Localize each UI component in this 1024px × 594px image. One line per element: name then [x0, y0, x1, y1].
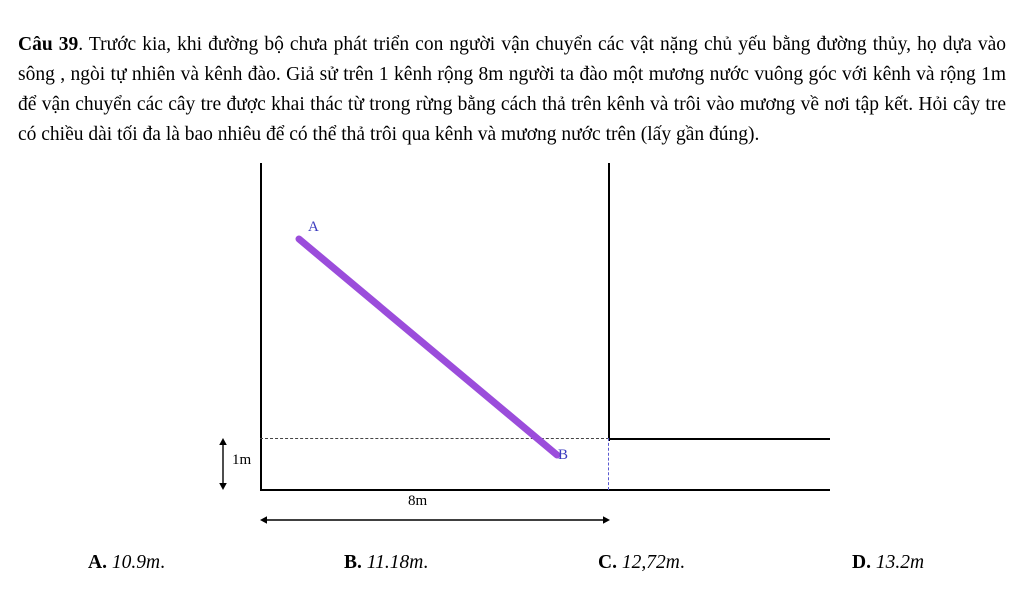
canal-bank-right-line: [608, 438, 830, 440]
answer-value-d: 13.2m: [875, 552, 925, 573]
answer-tail-c: .: [679, 552, 685, 573]
answer-value-a: 10.9m: [111, 552, 161, 573]
horizontal-dimension-arrow: [260, 513, 610, 527]
answer-tail-a: .: [160, 552, 165, 573]
answer-option-c[interactable]: [598, 552, 685, 574]
point-b-label: B: [558, 447, 569, 463]
corner-vertical-dashed-line: [608, 438, 609, 490]
answer-key-b: B.: [344, 552, 362, 573]
horizontal-dimension-label: 8m: [408, 493, 428, 509]
answer-key-c: C.: [598, 552, 617, 573]
question-paragraph: [18, 30, 1006, 150]
geometry-figure: [180, 155, 880, 540]
vertical-dimension-label: 1m: [232, 452, 252, 468]
ditch-left-wall-line: [260, 163, 262, 490]
answer-option-b[interactable]: [344, 552, 428, 574]
canal-right-bank-line: [608, 163, 610, 441]
answer-value-b: 11.18m: [366, 552, 424, 573]
answer-option-d[interactable]: [852, 552, 924, 574]
point-a-label: A: [308, 219, 319, 235]
ditch-bottom-line: [260, 489, 830, 491]
answer-key-d: D.: [852, 552, 871, 573]
vertical-dimension-arrow: [216, 438, 230, 490]
answer-options: [0, 552, 1024, 586]
answer-value-c: 12,72m: [621, 552, 680, 573]
answer-tail-b: .: [423, 552, 429, 573]
question-number: Câu 39: [18, 33, 79, 55]
question-body: . Trước kia, khi đường bộ chưa phát triển con người vận chuyển các vật nặng chủ yếu bằng đường thủy, họ dựa vào sông , ngòi tự nhiên và kênh đào. Giả sử trên 1 kênh rộng 8m người ta đào một mương nước vuông góc với kênh và rộng 1m để vận chuyển các cây tre được khai thác từ trong rừng bằng cách thả trên kênh và trôi vào mương về nơi tập kết. Hỏi cây tre có chiều dài tối đa là bao nhiêu để có thể thả trôi qua kênh và mương nước trên (lấy gần đúng).: [18, 33, 1006, 145]
answer-key-a: A.: [88, 552, 107, 573]
answer-option-a[interactable]: [88, 552, 165, 574]
